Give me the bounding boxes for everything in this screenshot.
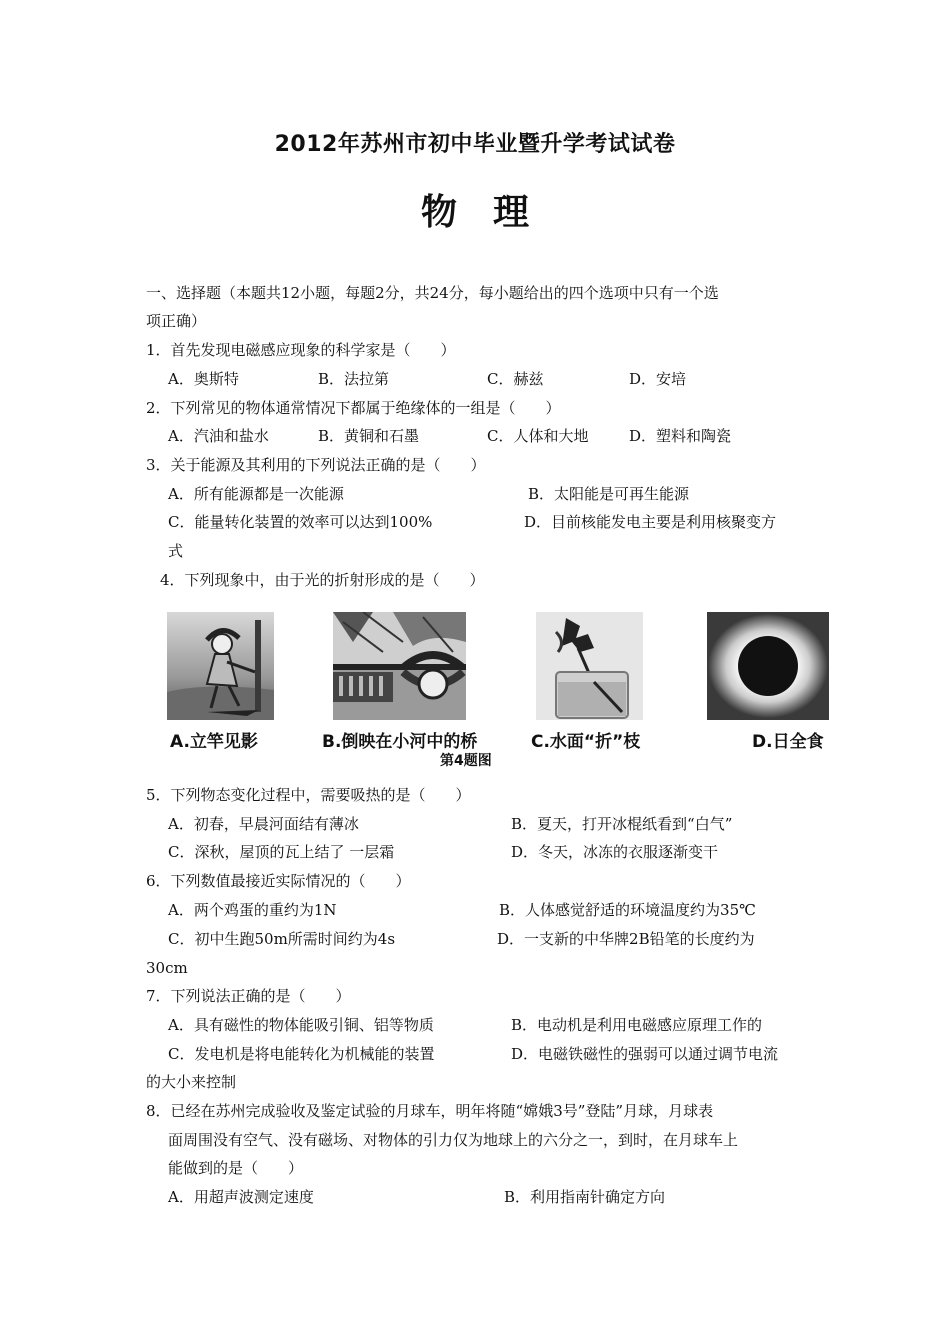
question-8-stem-cont: 面周围没有空气、没有磁场、对物体的引力仅为地球上的六分之一，到时，在月球车上 [168,1131,739,1149]
q2-option-a: A．汽油和盐水 [168,427,269,445]
q6-option-b: B．人体感觉舒适的环境温度约为35℃ [499,901,756,919]
figure-caption: 第4题图 [440,753,492,769]
caption-a: A.立竿见影 [170,732,258,752]
q6-option-d: D．一支新的中华牌2B铅笔的长度约为 [497,930,755,948]
caption-c: C.水面“折”枝 [531,732,641,752]
question-7-stem: 7．下列说法正确的是（ ） [146,987,351,1005]
q1-option-d: D．安培 [629,370,687,388]
caption-b: B.倒映在小河中的桥 [322,732,478,752]
q3-option-c: C．能量转化装置的效率可以达到100% [168,513,433,531]
q7-option-d-cont: 的大小来控制 [146,1073,237,1091]
q3-option-d: D．目前核能发电主要是利用核聚变方 [524,513,777,531]
question-5-stem: 5．下列物态变化过程中，需要吸热的是（ ） [146,786,471,804]
q3-option-b: B．太阳能是可再生能源 [528,485,690,503]
q1-option-b: B．法拉第 [318,370,390,388]
q5-option-c: C．深秋，屋顶的瓦上结了 一层霜 [168,843,395,861]
q2-option-d: D．塑料和陶瓷 [629,427,732,445]
question-4-stem: 4．下列现象中，由于光的折射形成的是（ ） [160,571,485,589]
q6-option-d-cont: 30cm [146,959,188,977]
q5-option-b: B．夏天，打开冰棍纸看到“白气” [511,815,733,833]
q7-option-d: D．电磁铁磁性的强弱可以通过调节电流 [511,1045,779,1063]
subject-title: 物理 [420,192,565,233]
q3-option-a: A．所有能源都是一次能源 [168,485,344,503]
picture-solar-eclipse [707,612,829,720]
picture-bent-stick [536,612,643,720]
picture-pole-shadow [167,612,274,720]
caption-d: D.日全食 [752,732,824,752]
q7-option-c: C．发电机是将电能转化为机械能的装置 [168,1045,435,1063]
question-1-stem: 1．首先发现电磁感应现象的科学家是（ ） [146,341,456,359]
question-8-stem: 8．已经在苏州完成验收及鉴定试验的月球车，明年将随“嫦娥3号”登陆”月球，月球表 [146,1102,714,1120]
exam-title: 2012年苏州市初中毕业暨升学考试试卷 [274,132,676,157]
q2-option-b: B．黄铜和石墨 [318,427,420,445]
q2-option-c: C．人体和大地 [487,427,589,445]
q8-option-b: B．利用指南针确定方向 [504,1188,666,1206]
q7-option-a: A．具有磁性的物体能吸引铜、铝等物质 [168,1016,434,1034]
picture-bridge-reflection [333,612,466,720]
question-6-stem: 6．下列数值最接近实际情况的（ ） [146,872,411,890]
q1-option-c: C．赫兹 [487,370,544,388]
q1-option-a: A．奥斯特 [168,370,239,388]
section-intro: 一、选择题（本题共12小题，每题2分，共24分，每小题给出的四个选项中只有一个选 [146,284,719,302]
q6-option-a: A．两个鸡蛋的重约为1N [168,901,337,919]
question-8-stem-end: 能做到的是（ ） [168,1159,304,1177]
q7-option-b: B．电动机是利用电磁感应原理工作的 [511,1016,763,1034]
q6-option-c: C．初中生跑50m所需时间约为4s [168,930,396,948]
q5-option-d: D．冬天，冰冻的衣服逐渐变干 [511,843,719,861]
q3-option-d-cont: 式 [168,542,184,560]
section-intro-cont: 项正确） [146,312,207,330]
question-3-stem: 3．关于能源及其利用的下列说法正确的是（ ） [146,456,486,474]
q8-option-a: A．用超声波测定速度 [168,1188,314,1206]
q5-option-a: A．初春，早晨河面结有薄冰 [168,815,359,833]
question-2-stem: 2．下列常见的物体通常情况下都属于绝缘体的一组是（ ） [146,399,561,417]
